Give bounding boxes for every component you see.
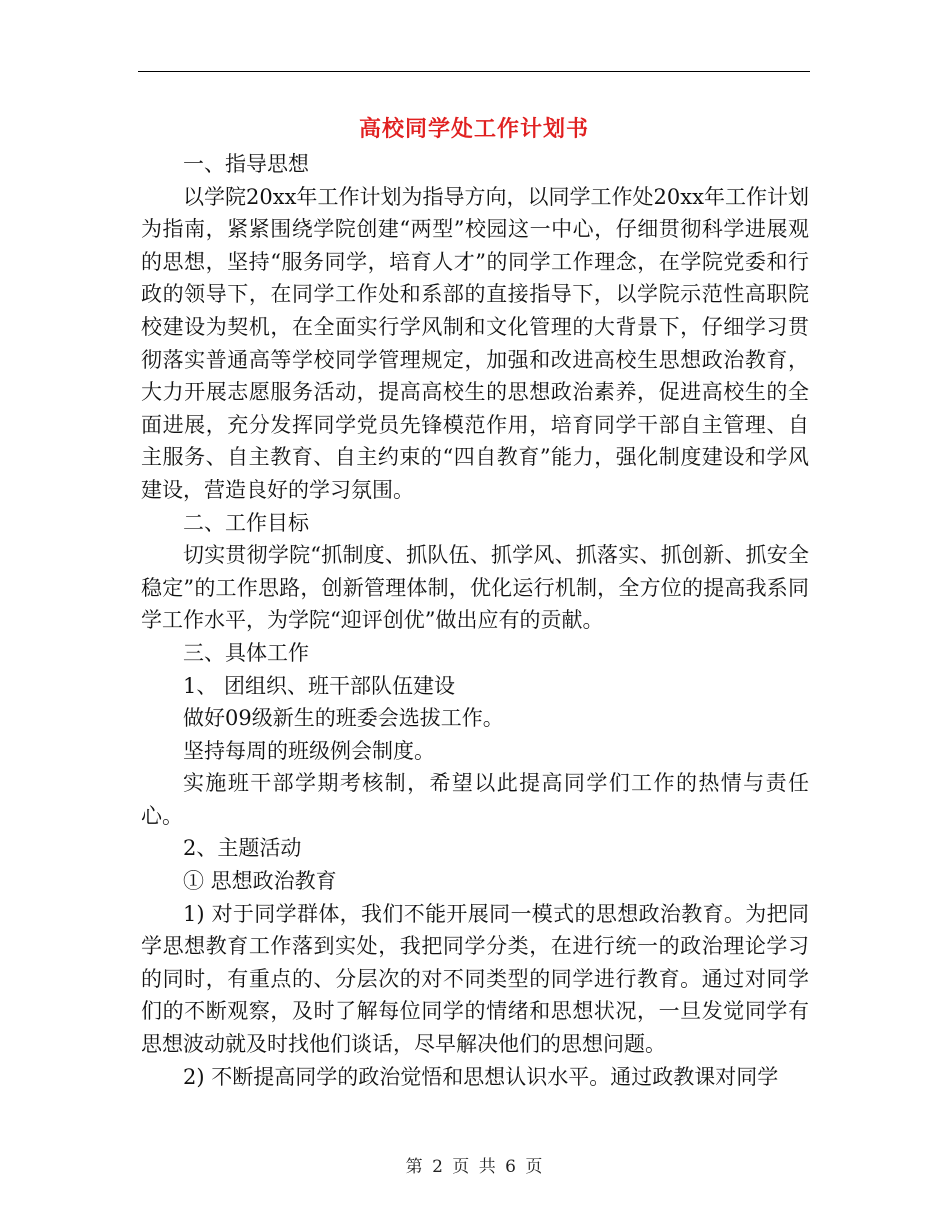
paragraph-item-2: 2) 不断提高同学的政治觉悟和思想认识水平。通过政教课对同学 <box>183 1064 779 1089</box>
subheading-team-building: 1、 团组织、班干部队伍建设 <box>183 673 456 698</box>
header-rule <box>138 71 810 72</box>
document-body <box>141 148 809 1093</box>
subheading-political-education: ① 思想政治教育 <box>183 869 337 894</box>
subheading-theme-activities: 2、主题活动 <box>183 836 302 861</box>
document-title: 高校同学处工作计划书 <box>358 116 589 142</box>
paragraph-class-committee: 做好09级新生的班委会选拔工作。 <box>183 706 504 731</box>
page-number-footer: 第 2 页 共 6 页 <box>405 1157 545 1177</box>
paragraph-assessment: 实施班干部学期考核制，希望以此提高同学们工作的热情与责任心。 <box>141 771 809 828</box>
paragraph-weekly-meeting: 坚持每周的班级例会制度。 <box>183 738 435 763</box>
paragraph-work-goals: 切实贯彻学院“抓制度、抓队伍、抓学风、抓落实、抓创新、抓安全稳定”的工作思路，创新管理体制，优化运行机制，全方位的提高我系同学工作水平，为学院“迎评创优”做出应有的贡献。 <box>141 543 809 633</box>
section-heading-specific-work: 三、具体工作 <box>183 640 309 665</box>
section-heading-guiding-thought: 一、指导思想 <box>183 152 309 176</box>
section-heading-work-goals: 二、工作目标 <box>183 510 309 535</box>
paragraph-guiding-thought: 以学院20xx年工作计划为指导方向，以同学工作处20xx年工作计划为指南，紧紧围绕学院创建“两型”校园这一中心，仔细贯彻科学进展观的思想，坚持“服务同学，培育人才”的同学工作理念，在学院党委和行政的领导下，在同学工作处和系部的直接指导下，以学院示范性高职院校建设为契机，在全面实行学风制和文化管理的大背景下，仔细学习贯彻落实普通高等学校同学管理规定，加强和改进高校生思想政治教育，大力开展志愿服务活动，提高高校生的思想政治素养，促进高校生的全面进展，充分发挥同学党员先锋模范作用，培育同学干部自主管理、自主服务、自主教育、自主约束的“四自教育”能力，强化制度建设和学风建设，营造良好的学习氛围。 <box>141 184 809 502</box>
paragraph-item-1: 1) 对于同学群体，我们不能开展同一模式的思想政治教育。为把同学思想教育工作落到实处，我把同学分类，在进行统一的政治理论学习的同时，有重点的、分层次的对不同类型的同学进行教育。通过对同学们的不断观察，及时了解每位同学的情绪和思想状况，一旦发觉同学有思想波动就及时找他们谈话，尽早解决他们的思想问题。 <box>141 901 809 1057</box>
